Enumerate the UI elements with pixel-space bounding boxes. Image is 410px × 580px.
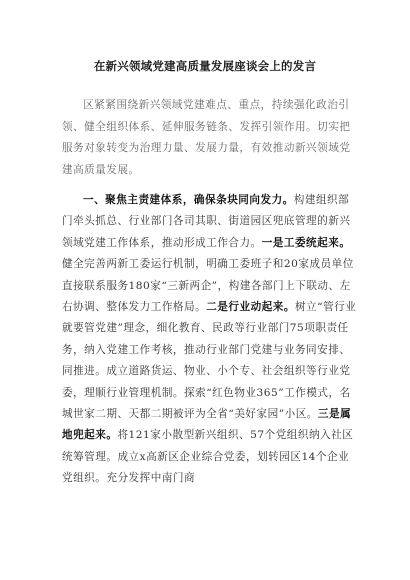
section-1-paragraph [62,190,358,490]
section-1-text: 构建组织部门牵头抓总、行业部门各司其职、街道园区兜底管理的新兴领域党建工作体系，推动形成工作合力。 [62,194,351,249]
subheading-3: 三是属地兜起来。 [62,408,352,442]
subheading-1: 一是工委统起来。 [261,236,351,249]
section-1-text: 树立“管行业就要管党建”理念，细化教育、民政等行业部门75项职责任务，纳入党建工作考核，推动行业部门党建与业务同安排、同推进。成立道路货运、物业、小个专、社会组织等行业党委，理顺行业管理机制。探索“红色物业365”工作模式，名城世家二期、天都二期被评为全省“美好家园”小区。 [62,301,357,421]
subheading-2: 二是行业动起来。 [206,301,295,314]
document-title: 在新兴领域党建高质量发展座谈会上的发言 [93,59,317,73]
section-1-text: 健全完善两新工委运行机制，明确工委班子和20家成员单位直接联系服务180家“三新两企”，构建各部门上下联动、左右协调、整体发力工作格局。 [62,258,354,314]
section-1-heading: 一、聚焦主责建体系，确保条块同向发力。 [83,194,294,206]
intro-paragraph: 区紧紧围绕新兴领域党建难点、重点，持续强化政治引领、健全组织体系、延伸服务链条、发挥引领作用。切实把服务对象转变为治理力量、发展力量，有效推动新兴领域党建高质量发展。 [62,99,351,176]
section-1-text: 将121家小散型新兴组织、57个党组织纳入社区统筹管理。成立x高新区企业综合党委，划转园区14个企业党组织。充分发挥中南门商 [62,429,354,485]
